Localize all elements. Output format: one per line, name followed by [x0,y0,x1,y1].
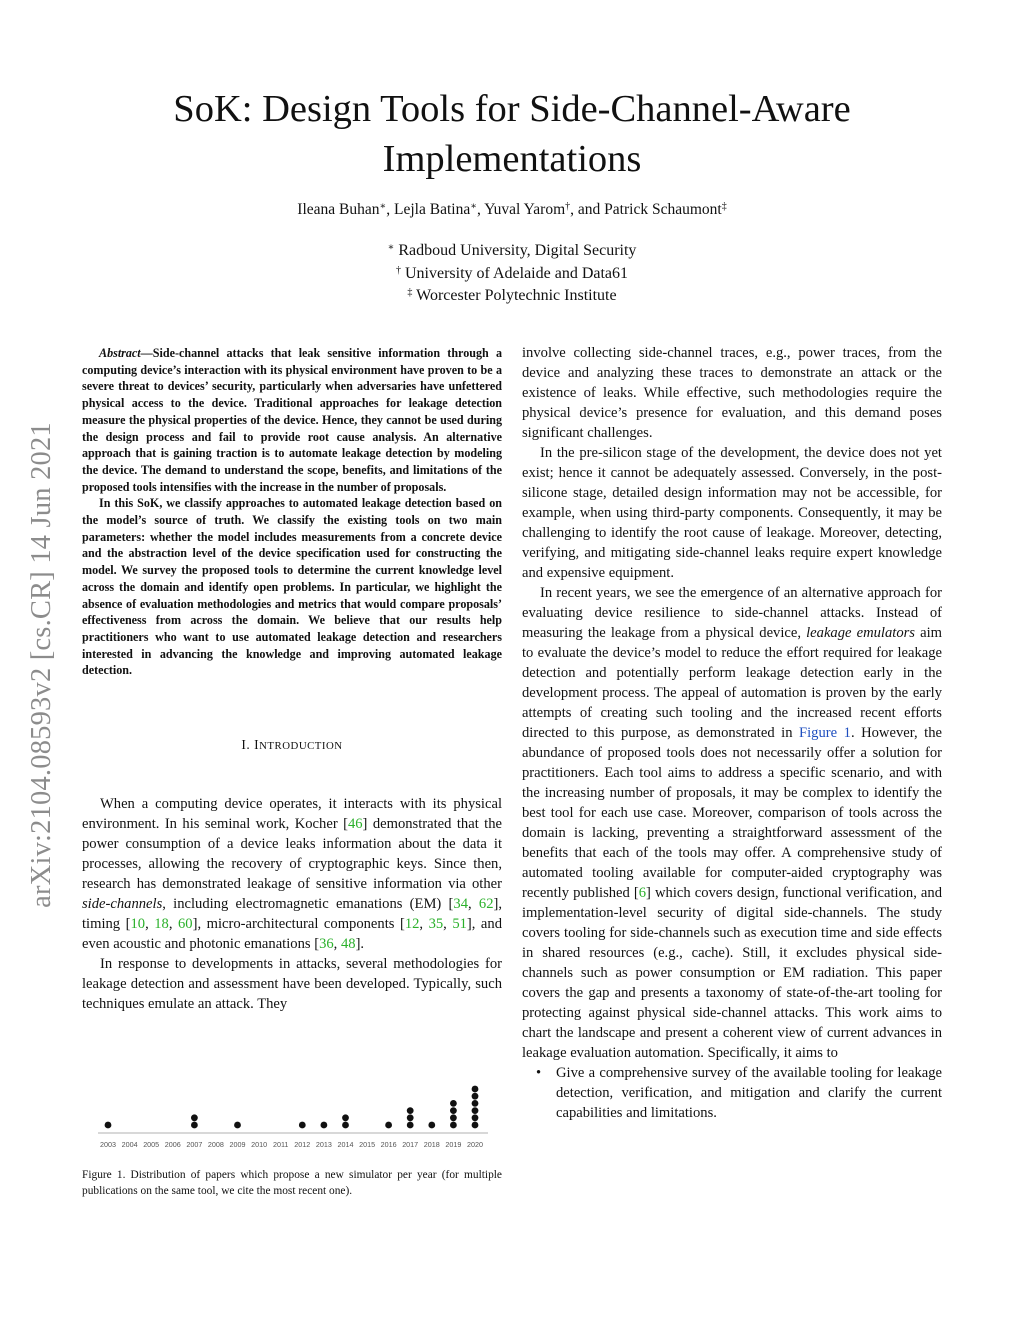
citation-link[interactable]: 51 [452,916,467,932]
chart-dot-2019 [450,1107,457,1114]
chart-tick-label: 2004 [121,1140,138,1149]
introduction-text [82,794,502,1014]
author-mark: ∗ [379,201,387,212]
abstract-label: Abstract [99,346,141,360]
chart-tick-label: 2018 [423,1140,440,1149]
chart-dot-2018 [428,1122,435,1129]
chart-tick-label: 2009 [229,1140,246,1149]
title-line-2: Implementations [382,138,642,180]
chart-dots [105,1086,479,1129]
section-title-rest: NTRODUCTION [259,740,343,752]
abstract-paragraph: In this SoK, we classify approaches to automated leakage detection based on the model’s source of truth. We classify the existing tools on two main parameters: whether the model includes measurements from a concrete device and the abstraction level of the device specification used for constructing the model. We survey the proposed tools to determine the current knowledge level across the domain and identify open problems. In particular, we highlight the absence of evaluation methodologies and metrics that would compare proposals’ effectiveness from across the domain. We believe that our results help practitioners who want to use automated leakage detection and researchers interested in advancing the knowledge and improving automated leakage detection. [82,496,502,678]
affiliation [100,285,924,308]
section-heading [82,737,502,753]
chart-tick-label: 2017 [402,1140,419,1149]
chart-dot-2016 [385,1122,392,1129]
section-number: I. [241,737,251,752]
citation-link[interactable]: 46 [347,816,363,832]
chart-tick-label: 2014 [337,1140,354,1149]
author-mark: † [565,201,571,212]
chart-dot-2019 [450,1122,457,1129]
chart-tick-label: 2019 [445,1140,462,1149]
chart-dot-2003 [105,1122,112,1129]
figure-1-chart [96,1070,492,1152]
chart-tick-label: 2011 [272,1140,289,1149]
intro-paragraph: In response to developments in attacks, several methodologies for leakage detection and assessment have been developed. Typically, such techniques emulate an attack. They [82,956,502,1012]
chart-dot-2019 [450,1100,457,1107]
author-list: Ileana Buhan∗, Lejla Batina∗, Yuval Yarom†, and Patrick Schaumont‡ [297,201,727,218]
author-name: Lejla Batina [394,201,471,218]
chart-tick-label: 2006 [164,1140,181,1149]
affiliation-text: University of Adelaide and Data61 [404,264,629,282]
chart-tick-labels [100,1140,483,1149]
citation-link[interactable]: 62 [478,896,494,912]
citation-link[interactable]: 10 [130,916,146,932]
chart-dot-2020 [472,1114,479,1121]
affiliation-mark: ‡ [407,287,413,298]
chart-tick-label: 2003 [100,1140,116,1149]
chart-tick-label: 2010 [251,1140,268,1149]
citation-link[interactable]: 18 [154,916,169,932]
chart-tick-label: 2007 [186,1140,203,1149]
chart-dot-2019 [450,1114,457,1121]
citation-link[interactable]: 60 [177,916,193,932]
affiliation-text: Radboud University, Digital Security [398,242,637,259]
chart-tick-label: 2016 [380,1140,397,1149]
arxiv-side-label [22,365,62,965]
figure-label: Figure 1. [82,1169,126,1181]
chart-dot-2020 [472,1122,479,1129]
author-mark: ‡ [721,201,727,212]
section-title-cap: I [254,737,260,752]
chart-dot-2020 [472,1100,479,1107]
citation-link[interactable]: 36 [319,936,334,952]
author-name: Yuval Yarom [484,201,566,218]
body-paragraph: In the pre-silicon stage of the development, the device does not yet exist; hence it cannot be adequately assessed. Conversely, in the post-silicone stage, detailed design information may not be accessible, for example, when using third-party components. Consequently, it may be challenging to identify the root cause of leakage. Moreover, detecting, verifying, and mitigating side-channel leaks require expert knowledge and expensive equipment. [522,445,942,581]
chart-dot-2007 [191,1114,198,1121]
paper-title [100,84,924,184]
title-line-1: SoK: Design Tools for Side-Channel-Aware [173,88,851,130]
bullet-item [522,1063,942,1123]
figure-link[interactable]: Figure 1 [799,725,851,741]
chart-dot-2017 [407,1114,414,1121]
chart-dot-2012 [299,1122,306,1129]
author-name: Patrick Schaumont [604,201,722,218]
chart-dot-2017 [407,1122,414,1129]
chart-tick-label: 2012 [294,1140,311,1149]
citation-link[interactable]: 12 [404,916,420,932]
figure-caption-text: Distribution of papers which propose a new simulator per year (for multiple publications on the same tool, we cite the most recent one). [82,1169,502,1197]
affiliation-mark: † [395,264,401,276]
chart-dot-2014 [342,1114,349,1121]
chart-dot-2017 [407,1107,414,1114]
chart-dot-2014 [342,1122,349,1129]
chart-tick-label: 2013 [315,1140,332,1149]
chart-tick-label: 2008 [207,1140,224,1149]
chart-dot-2020 [472,1107,479,1114]
abstract-text: Side-channel attacks that leak sensitive information through a computing device’s interaction with its physical environment have proven to be a severe threat to devices’ security, particularly when adversaries have unfettered physical access to the device. Traditional approaches for leakage detection measure the physical properties of the device. Hence, they cannot be used during the design process and fail to provide root cause analysis. An alternative approach that is gaining traction is to automate leakage detection by modeling the device. The demand to understand the scope, benefits, and limitations of the proposed tools intensifies with the increase in the number of proposals. [82,346,502,494]
affiliation-list [100,240,924,308]
affiliation [100,263,924,286]
body-paragraph: involve collecting side-channel traces, e.g., power traces, from the device and analyzing these traces to demonstrate an attack or the existence of leaks. While effective, such methodologies require the physical device’s presence for evaluation, and this demand poses significant challenges. [522,345,942,441]
chart-dot-2020 [472,1093,479,1100]
chart-dot-2009 [234,1122,241,1129]
author-mark: ∗ [470,201,478,212]
abstract [82,345,502,679]
body-paragraph: In recent years, we see the emergence of an alternative approach for evaluating device resilience to side-channel attacks. Instead of measuring the leakage from a physical device, leakage emulators aim to evaluate the device’s model to reduce the effort required for leakage detection and potentially perform leakage detection early in the development process. The appeal of automation is proven by the early attempts of creating such tooling and the increased recent efforts directed to this purpose, as demonstrated in Figure 1. However, the abundance of proposed tools does not necessarily offer a solution for practitioners. Each tool aims to address a specific scenario, and with the increasing number of proposals, it may be complex to identify the best tool for each use case. Moreover, comparison of tools across the domain is lacking, preventing a straightforward assessment of the benefits that each of the tools may offer. A comprehensive study of automated tooling available for computer-aided cryptography was recently published [6] which covers design, functional verification, and implementation-level security of digital side-channels. The study covers tooling for side-channels such as execution time and side effects in shared resources (e.g., cache). Still, it excludes physical side-channels such as power consumption or EM radiation. This paper covers the gap and presents a taxonomy of state-of-the-art tooling for protecting against physical side-channel attacks. This work aims to chart the landscape and present a coherent view of current advances in leakage evaluation automation. Specifically, it aims to [522,585,942,1061]
arxiv-identifier: arXiv:2104.08593v2 [cs.CR] 14 Jun 2021 [26,422,57,908]
bullet-text: Give a comprehensive survey of the available tooling for leakage detection, verification, and mitigation and clarify the current capabilities and limitations. [556,1065,942,1121]
chart-tick-label: 2005 [143,1140,160,1149]
chart-dot-2007 [191,1122,198,1129]
chart-dot-2020 [472,1086,479,1093]
chart-dot-2013 [321,1122,328,1129]
figure-caption [82,1168,502,1199]
chart-tick-label: 2015 [359,1140,376,1149]
citation-link[interactable]: 35 [428,916,444,932]
right-column-text [522,343,942,1123]
bullet-dot: • [536,1065,542,1081]
affiliation-mark: ∗ [387,242,395,253]
abstract-paragraph: Abstract—Side-channel attacks that leak sensitive information through a computing device’s interaction with its physical environment have proven to be a severe threat to devices’ security, particularly when adversaries have unfettered physical access to the device. Traditional approaches for leakage detection measure the physical properties of the device. Hence, they cannot be used during the design process and fail to provide root cause analysis. An alternative approach that is gaining traction is to automate leakage detection by modeling the device. The demand to understand the scope, benefits, and limitations of the proposed tools intensifies with the increase in the number of proposals. [82,346,502,494]
citation-link[interactable]: 6 [638,885,647,901]
author-name: Ileana Buhan [297,201,380,218]
affiliation-text: Worcester Polytechnic Institute [416,287,617,304]
citation-link[interactable]: 34 [453,896,468,912]
citation-link[interactable]: 48 [340,936,356,952]
affiliation [100,240,924,263]
intro-paragraph: When a computing device operates, it interacts with its physical environment. In his seminal work, Kocher [46] demonstrated that the power consumption of a device leaks information about the data it processes, allowing the recovery of cryptographic keys. Since then, research has demonstrated leakage of sensitive information via other side-channels, including electromagnetic emanations (EM) [34, 62], timing [10, 18, 60], micro-architectural components [12, 35, 51], and even acoustic and photonic emanations [36, 48]. [82,796,503,952]
chart-tick-label: 2020 [467,1140,483,1149]
